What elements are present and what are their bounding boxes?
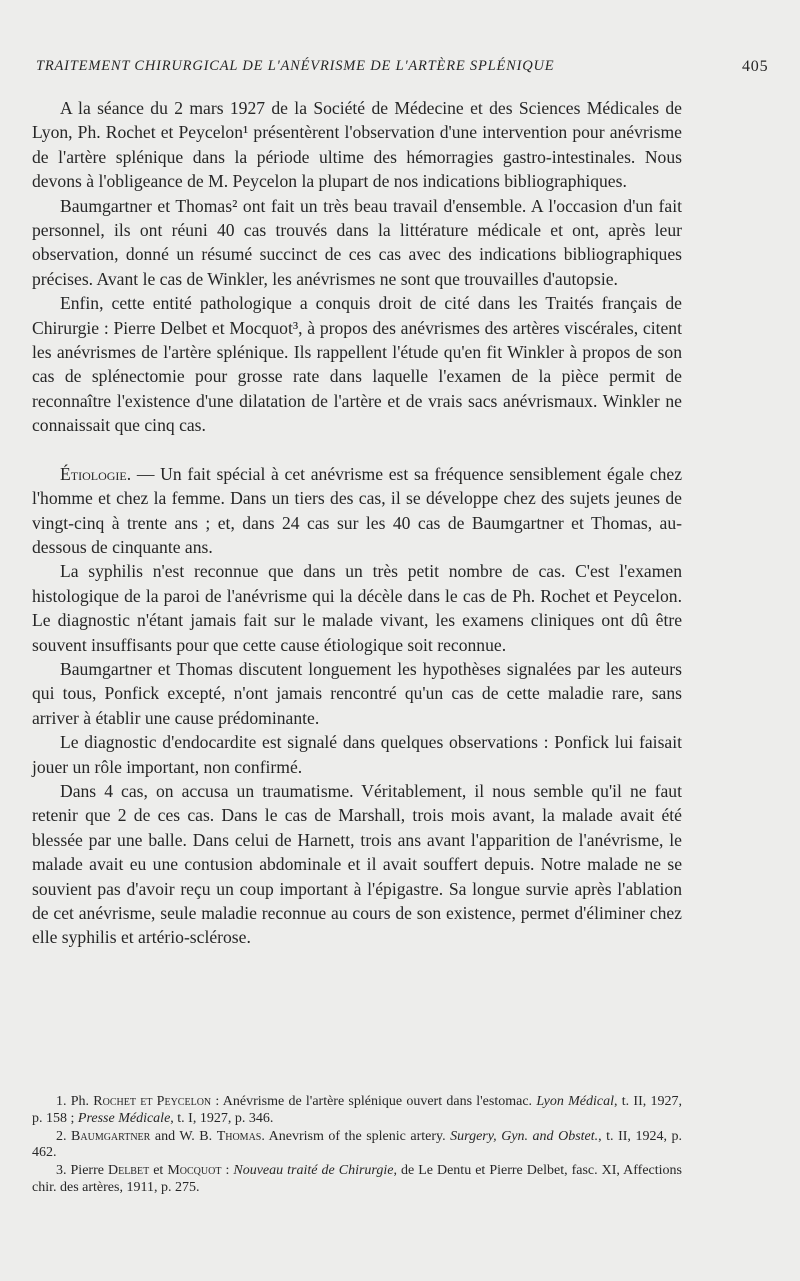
running-header — [0, 54, 800, 80]
footnotes — [32, 1094, 682, 1198]
footnote-journal: Lyon Médical — [536, 1094, 615, 1109]
footnote-text: . Anevrism of the splenic artery. — [261, 1128, 451, 1144]
paragraph-etiologie — [32, 462, 682, 560]
footnote-number: 3. Pierre — [56, 1163, 108, 1179]
running-title: TRAITEMENT CHIRURGICAL DE L'ANÉVRISME DE L'ARTÈRE SPLÉNIQUE — [36, 58, 555, 74]
paragraph: Baumgartner et Thomas² ont fait un très beau travail d'ensemble. A l'occasion d'un fait personnel, ils ont réuni 40 cas trouvés dans la littérature médicale et ont, après leur observation, donné un résumé succinct de ces cas avec des indications bibliographiques précises. Avant le cas de Winkler, les anévrismes ne sont que trouvailles d'autopsie. — [32, 195, 682, 289]
section-gap — [32, 438, 682, 462]
footnote-number: 1. Ph. — [56, 1094, 94, 1109]
paragraph-text: — Un fait spécial à cet anévrisme est sa fréquence sensiblement égale chez l'homme et chez la femme. Dans un tiers des cas, il se développe chez des sujets jeunes de vingt-cinq à trente ans ; et, dans 24 cas sur les 40 cas de Baumgartner et Thomas, au-dessous de cinquante ans. — [32, 463, 682, 557]
footnote-text: : — [221, 1163, 234, 1179]
paragraph: Le diagnostic d'endocardite est signalé dans quelques observations : Ponfick lui faisait jouer un rôle important, non confirmé. — [32, 732, 682, 777]
paragraph: Enfin, cette entité pathologique a conquis droit de cité dans les Traités français de Chirurgie : Pierre Delbet et Mocquot³, à propos des anévrismes des artères viscérales, citent les anévrismes de l'artère splénique. Ils rappellent l'étude qu'en fit Winkler à propos de son cas de splénectomie pour grosse rate dans laquelle l'examen de la pièce permit de reconnaître l'existence d'une dilatation de l'artère et de vrais sacs anévrismaux. Winkler ne connaissait que cinq cas. — [32, 293, 682, 436]
footnote-text: , t. II, 1927, p. 158 ; — [32, 1094, 683, 1126]
footnote-author: Thomas — [216, 1128, 262, 1144]
footnote-author: Delbet — [107, 1163, 150, 1179]
footnote-book-title: Nouveau traité de Chirurgie — [233, 1163, 394, 1179]
footnote-journal: Presse Médicale — [77, 1110, 171, 1126]
footnote-text: , t. II, 1924, p. 462. — [32, 1128, 682, 1161]
footnote-author: Rochet et Peycelon — [93, 1094, 212, 1109]
footnote-2 — [32, 1129, 682, 1163]
footnote-3 — [32, 1163, 682, 1197]
footnote-author: Baumgartner — [71, 1128, 151, 1144]
paragraph: La syphilis n'est reconnue que dans un très petit nombre de cas. C'est l'examen histologique de la paroi de l'anévrisme qui la décèle dans le cas de Ph. Rochet et Peycelon. Le diagnostic n'étant jamais fait sur le malade vivant, les examens cliniques ont dû être souvent insuffisants pour que cette cause étiologique soit reconnue. — [32, 561, 682, 655]
footnote-1 — [32, 1094, 682, 1128]
footnote-number: 2. — [56, 1128, 72, 1144]
paragraph: A la séance du 2 mars 1927 de la Société de Médecine et des Sciences Médicales de Lyon, Ph. Rochet et Peycelon¹ présentèrent l'observation d'une intervention pour anévrisme de l'artère splénique dans la période ultime des hémorragies gastro-intestinales. Nous devons à l'obligeance de M. Peycelon la plupart de nos indications bibliographiques. — [32, 98, 682, 192]
paragraph: Dans 4 cas, on accusa un traumatisme. Véritablement, il nous semble qu'il ne faut retenir que 2 de ces cas. Dans le cas de Marshall, trois mois avant, la malade avait été blessée par une balle. Dans celui de Harnett, trois ans avant l'apparition de l'anévrisme, le malade avait eu une contusion abdominale et il avait souffert depuis. Notre malade ne se souvient pas d'avoir reçu un coup important à l'épigastre. Sa longue survie après l'ablation de cet anévrisme, seule maladie reconnue au cours de son existence, permet d'éliminer chez elle syphilis et artério-sclérose. — [32, 780, 682, 948]
footnote-journal: Surgery, Gyn. and Obstet. — [450, 1128, 599, 1144]
footnote-text: et — [149, 1163, 168, 1179]
main-text — [32, 96, 682, 950]
footnote-text: and W. B. — [150, 1128, 217, 1144]
footnote-author: Mocquot — [167, 1163, 222, 1179]
page-number: 405 — [742, 58, 769, 75]
footnote-text: , t. I, 1927, p. 346. — [170, 1110, 274, 1126]
section-heading: Étiologie. — [60, 463, 132, 484]
paragraph: Baumgartner et Thomas discutent longuement les hypothèses signalées par les auteurs qui tous, Ponfick excepté, n'ont jamais rencontré qu'un cas de cette maladie rare, sans arriver à établir une cause prédominante. — [32, 658, 682, 728]
footnote-text: : Anévrisme de l'artère splénique ouvert dans l'estomac. — [211, 1094, 537, 1109]
footnote-text: , de Le Dentu et Pierre Delbet, fasc. XI, Affections chir. des artères, 1911, p. 275. — [32, 1163, 683, 1195]
